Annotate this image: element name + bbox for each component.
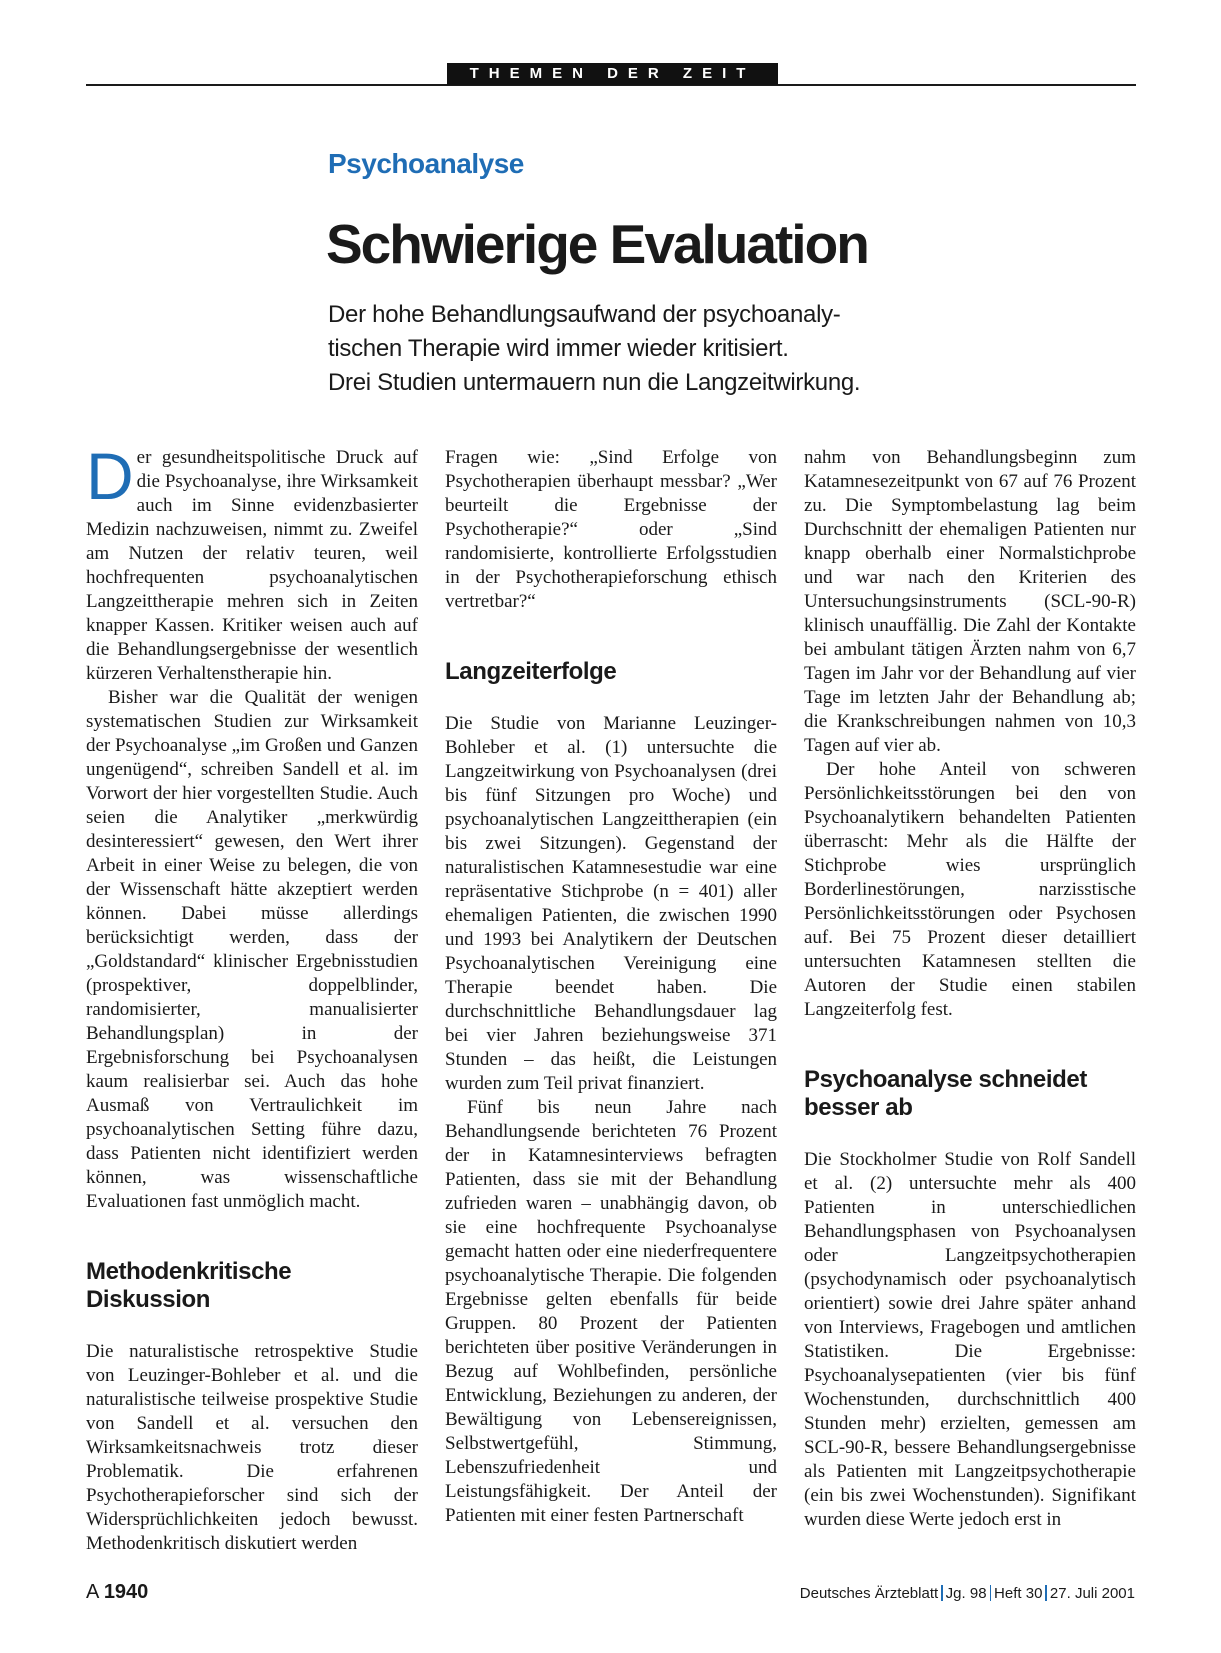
separator: [1045, 1585, 1047, 1601]
subheading: Psychoanalyse schneidet besser ab: [804, 1066, 1087, 1121]
journal-issue: Heft 30: [994, 1585, 1043, 1602]
paragraph: Die Studie von Marianne Leuzinger-Bohleber et al. (1) untersuchte die Langzeitwirkung von Psychoanalysen (drei bis fünf Sitzungen pro Woche) und psychoanalytischen Langzeittherapien (ein bis zwei Sitzungen). Gegenstand der naturalistischen Katamnesestudie war eine repräsentative Stichprobe (n = 401) aller ehemaligen Patienten, die zwischen 1990 und 1993 bei Analytikern der Deutschen Psychoanalytischen Vereinigung eine Therapie beendet haben. Die durchschnittliche Behandlungsdauer lag bei vier Jahren beziehungsweise 371 Stunden – das heißt, die Leistungen wurden zum Teil privat finanziert.: [445, 713, 777, 1094]
journal-info: [800, 1585, 1135, 1602]
page-number: [86, 1581, 148, 1604]
section-tag: THEMEN DER ZEIT: [447, 63, 778, 85]
paragraph-text: er gesundheitspolitische Druck auf die Psychoanalyse, ihre Wirksamkeit auch im Sinne evidenzbasierter Medizin nachzuweisen, nimmt zu. Zweifel am Nutzen der relativ teuren, weil hochfrequenten psychoanalytischen Langzeittherapie mehren sich in Zeiten knapper Kassen. Kritiker weisen auch auf die Behandlungsergebnisse der wesentlich kürzeren Verhaltenstherapie hin.: [86, 447, 418, 684]
paragraph: Die naturalistische retrospektive Studie von Leuzinger-Bohleber et al. und die naturalistische teilweise prospektive Studie von Sandell et al. versuchen den Wirksamkeitsnachweis trotz dieser Problematik. Die erfahrenen Psychotherapieforscher sind sich der Widersprüchlichkeiten jedoch bewusst. Methodenkritisch diskutiert werden: [86, 1341, 418, 1554]
subheading: Methodenkritische Diskussion: [86, 1258, 292, 1313]
subheading: Langzeiterfolge: [445, 658, 617, 685]
separator: [990, 1585, 992, 1601]
article-title: Schwierige Evaluation: [326, 213, 868, 275]
separator: [941, 1585, 943, 1601]
page-prefix: A: [86, 1581, 99, 1603]
article-kicker: Psychoanalyse: [328, 148, 524, 179]
lead-line: Drei Studien untermauern nun die Langzeitwirkung.: [328, 369, 861, 396]
paragraph: Der hohe Anteil von schweren Persönlichkeitsstörungen bei den von Psychoanalytikern behandelten Patienten überrascht: Mehr als die Hälfte der Stichprobe wies ursprünglich Borderlinestörungen, narzisstische Persönlichkeitsstörungen oder Psychosen auf. Bei 75 Prozent dieser detailliert untersuchten Katamnesen stellten die Autoren der Studie einen stabilen Langzeiterfolg fest.: [804, 759, 1136, 1020]
column-3: [804, 446, 1136, 1532]
paragraph: Fragen wie: „Sind Erfolge von Psychotherapien überhaupt messbar? „Wer beurteilt die Ergebnisse der Psychotherapie?“ oder „Sind randomisierte, kontrollierte Erfolgsstudien in der Psychotherapieforschung ethisch vertretbar?“: [445, 447, 777, 612]
page-number-value: 1940: [103, 1581, 149, 1603]
journal-name: Deutsches Ärzteblatt: [799, 1585, 939, 1602]
journal-volume: Jg. 98: [945, 1585, 987, 1602]
column-2: [445, 446, 777, 1528]
paragraph: Die Stockholmer Studie von Rolf Sandell et al. (2) untersuchte mehr als 400 Patienten in unterschiedlichen Behandlungsphasen von Psychoanalysen oder Langzeitpsychotherapien (psychodynamisch oder psychoanalytisch orientiert) sowie drei Jahre später anhand von Interviews, Fragebogen und amtlichen Statistiken. Die Ergebnisse: Psychoanalysepatienten (vier bis fünf Wochenstunden, durchschnittlich 400 Stunden mehr) erzielten, gemessen am SCL-90-R, bessere Behandlungsergebnisse als Patienten mit Langzeitpsychotherapie (ein bis zwei Wochenstunden). Signifikant wurden diese Werte jedoch erst in: [804, 1149, 1136, 1530]
column-1: [86, 439, 418, 1556]
drop-cap: D: [86, 439, 134, 513]
journal-date: 27. Juli 2001: [1049, 1585, 1135, 1602]
paragraph: Bisher war die Qualität der wenigen systematischen Studien zur Wirksamkeit der Psychoanalyse „im Großen und Ganzen ungenügend“, schreiben Sandell et al. im Vorwort der hier vorgestellten Studie. Auch seien die Analytiker „merkwürdig desinteressiert“ gewesen, den Wert ihrer Arbeit in einer Weise zu belegen, die von der Wissenschaft hätte akzeptiert werden können. Dabei müsse allerdings berücksichtigt werden, dass der „Goldstandard“ klinischer Ergebnisstudien (prospektiver, doppelblinder, randomisierter, manualisierter Behandlungsplan) in der Ergebnisforschung bei Psychoanalysen kaum realisierbar sei. Auch das hohe Ausmaß von Vertraulichkeit im psychoanalytischen Setting führe dazu, dass Patienten nicht identifiziert werden können, was wissenschaftliche Evaluationen fast unmöglich macht.: [86, 687, 418, 1212]
paragraph: [86, 439, 418, 686]
article-lead: [328, 298, 928, 400]
paragraph: Fünf bis neun Jahre nach Behandlungsende berichteten 76 Prozent der in Katamnesinterviews befragten Patienten, dass sie mit der Behandlung zufrieden waren – unabhängig davon, ob sie eine hochfrequente Psychoanalyse gemacht hatten oder eine niederfrequentere psychoanalytische Therapie. Die folgenden Ergebnisse gelten ebenfalls für beide Gruppen. 80 Prozent der Patienten berichteten über positive Veränderungen in Bezug auf Wohlbefinden, persönliche Entwicklung, Beziehungen zu anderen, der Bewältigung von Lebensereignissen, Selbstwertgefühl, Stimmung, Lebenszufriedenheit und Leistungsfähigkeit. Der Anteil der Patienten mit einer festen Partnerschaft: [445, 1097, 777, 1526]
paragraph: nahm von Behandlungsbeginn zum Katamnesezeitpunkt von 67 auf 76 Prozent zu. Die Symptombelastung lag beim Durchschnitt der ehemaligen Patienten nur knapp oberhalb einer Normalstichprobe und war nach den Kriterien des Untersuchungsinstruments (SCL-90-R) klinisch unauffällig. Die Zahl der Kontakte bei ambulant tätigen Ärzten nahm von 6,7 Tagen im Jahr vor der Behandlung auf vier Tage im letzten Jahr der Behandlung ab; die Krankschreibungen nahmen von 10,3 Tagen auf vier ab.: [804, 447, 1136, 756]
lead-line: tischen Therapie wird immer wieder kritisiert.: [328, 335, 789, 362]
lead-line: Der hohe Behandlungsaufwand der psychoanaly-: [328, 301, 841, 328]
